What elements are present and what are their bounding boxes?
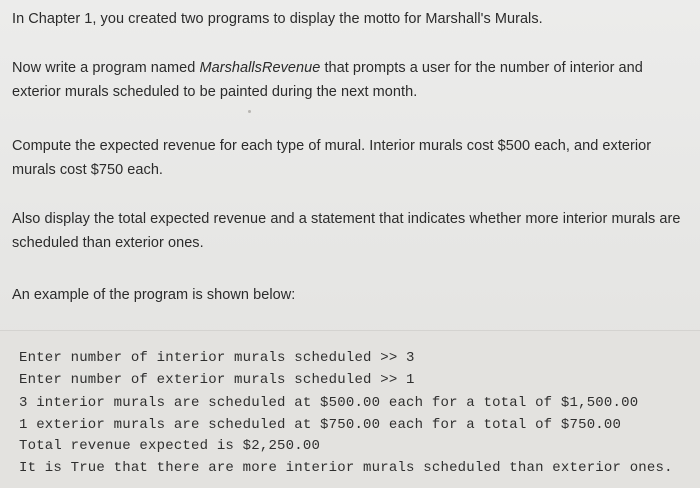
output-line: 1 exterior murals are scheduled at $750.00 each for a total of $750.00 [19,417,622,433]
output-line: Total revenue expected is $2,250.00 [19,438,321,454]
stray-mark [248,110,251,113]
program-instructions-paragraph [12,56,682,104]
intro-paragraph: In Chapter 1, you created two programs to display the motto for Marshall's Murals. [12,11,543,27]
output-line: 3 interior murals are scheduled at $500.00 each for a total of $1,500.00 [19,395,639,411]
program-name: MarshallsRevenue [199,60,321,76]
example-intro-paragraph: An example of the program is shown below: [12,287,296,303]
total-revenue-paragraph: Also display the total expected revenue and a statement that indicates whether more interior murals are scheduled than exterior ones. [12,211,681,251]
output-line: It is True that there are more interior murals scheduled than exterior ones. [19,460,673,476]
revenue-paragraph: Compute the expected revenue for each type of mural. Interior murals cost $500 each, and exterior murals cost $750 each. [12,138,652,178]
output-line: Enter number of interior murals scheduled >> 3 [19,350,415,366]
instructions-text-start: Now write a program named [12,60,200,76]
output-line: Enter number of exterior murals scheduled >> 1 [19,372,415,388]
instructions-text-end: that prompts a user for the number of interior and exterior murals scheduled to be painted during the next month. [12,60,643,100]
